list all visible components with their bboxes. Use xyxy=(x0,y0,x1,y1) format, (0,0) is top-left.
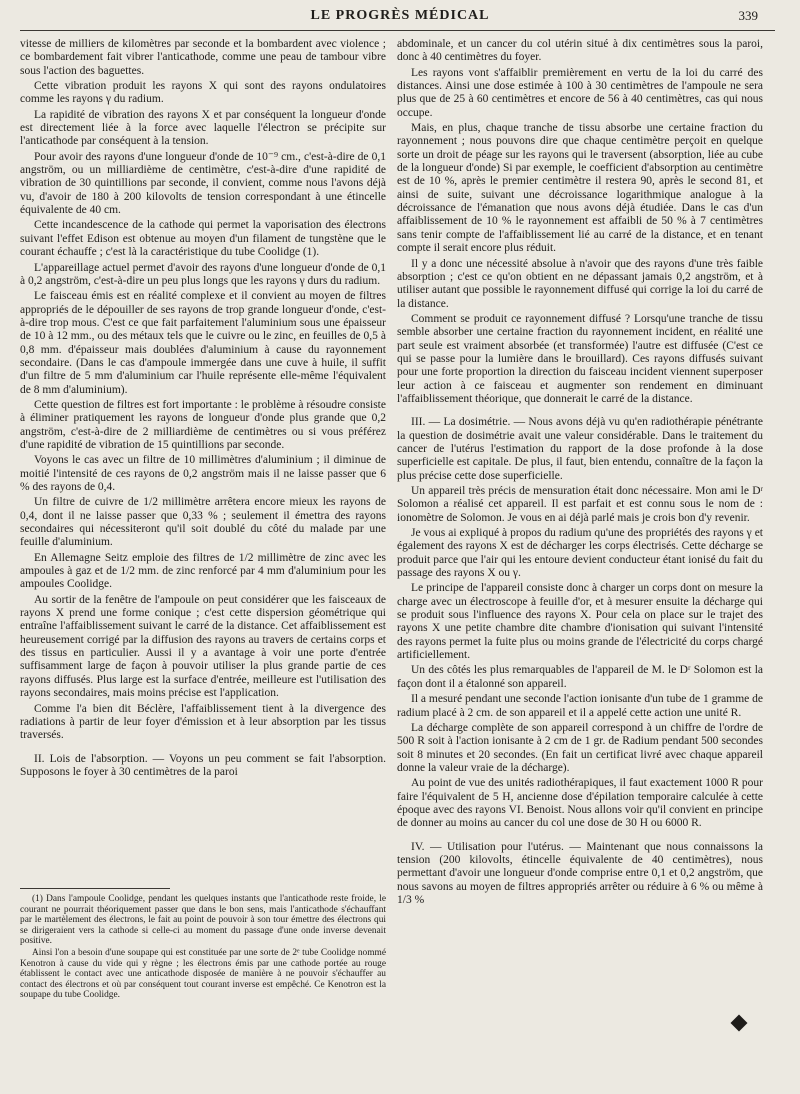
paragraph: Il y a donc une nécessité absolue à n'avoir que des rayons d'une très faible absorption ; c'est ce qu'on obtient en ne dépassant jamais 0,2 angström, et à utiliser autant que possible le rayonnement diffusé qui corrige la loi du carré de la distance. xyxy=(397,257,763,310)
paragraph: Cette question de filtres est fort importante : le problème à résoudre consiste à éliminer pratiquement les rayons de longueur d'onde plus grande que 0,2 angström, c'est-à-dire de 2 milliardième de centimètres ou si vous préférez d'une rapidité de vibration de 15 quintillions par seconde. xyxy=(20,398,386,451)
footnote-rule xyxy=(20,888,170,889)
footnote: Ainsi l'on a besoin d'une soupape qui est constituée par une sorte de 2ᵉ tube Coolidge nommé Kenotron à cause du vide qui y règne ; les électrons émis par une cathode portée au rouge établissent le contact avec une anticathode disposée de manière à ne pouvoir s'échauffer au contact des électrons et où par conséquent tout courant inverse est empêché. Ce Kenotron est la soupape du tube Coolidge. xyxy=(20,947,386,1001)
left-column xyxy=(20,38,386,781)
paragraph: Comment se produit ce rayonnement diffusé ? Lorsqu'une tranche de tissu semble absorber une certaine fraction du rayonnement incident, en réalité une part seule est vraiment absorbée (et transformée) l'autre est diffusée (C'est ce qui se passe pour la lumière dans le brouillard). Ces rayons diffusés suivant pour une forte proportion la direction du faisceau incident viennent superposer leur action à ce faisceau et augmenter son rendement en diminuant l'affaiblissement théorique, que donnerait le carré de la distance. xyxy=(397,312,763,405)
journal-title: LE PROGRÈS MÉDICAL xyxy=(310,8,490,23)
paragraph: abdominale, et un cancer du col utérin situé à dix centimètres sous la paroi, donc à 40 centimètres du foyer. xyxy=(397,38,763,64)
paragraph: La décharge complète de son appareil correspond à un chiffre de l'ordre de 500 R soit à l'action ionisante à 2 cm de 1 gr. de Radium pendant 500 secondes soit 8 minutes et 20 secondes. (En fait un certificat livré avec chaque appareil donne la valeur vraie de la décharge). xyxy=(397,721,763,774)
header-rule xyxy=(20,30,775,31)
paragraph: Au point de vue des unités radiothérapiques, il faut exactement 1000 R pour faire l'équivalent de 5 H, ancienne dose d'épilation temporaire calculée à cette époque avec des rayons VI. Benoist. Nous allons voir qu'il convient en principe de donner au moins au cancer du col une dose de 30 H ou 6000 R. xyxy=(397,777,763,830)
paragraph: Au sortir de la fenêtre de l'ampoule on peut considérer que les faisceaux de rayons X prend une forme conique ; c'est cette dispersion géométrique qui entraîne l'affaiblissement suivant le carré de la distance. Cet affaiblissement est heureusement corrigé par la diffusion des rayons au travers de certains corps et des tissus en particulier. Aussi il y a avantage à voir une porte d'entrée suffisamment large de façon à pouvoir utiliser la plus grande partie de ces rayons diffusés. Plus large est la surface d'entrée, meilleure est l'utilisation des rayons secondaires, mais moins précise est l'application. xyxy=(20,593,386,700)
section-heading-utilisation: IV. — Utilisation pour l'utérus. — Maintenant que nous connaissons la tension (200 kilovolts, étincelle équivalente de 40 centimètres), nous permettant d'avoir une longueur d'onde comprise entre 0,1 et 0,2 angström, que nous savons au moyen de filtres appropriés arrêter ou réduire à 6 % ou même à 1/3 % xyxy=(397,840,763,906)
paragraph: L'appareillage actuel permet d'avoir des rayons d'une longueur d'onde de 0,1 à 0,2 angström, c'est-à-dire un peu plus longs que les rayons γ durs du radium. xyxy=(20,261,386,287)
paragraph: Cette incandescence de la cathode qui permet la vaporisation des électrons suivant l'effet Edison est obtenue au moyen d'un filament de tungstène que le courant échauffe ; c'est là la caractéristique du tube Coolidge (1). xyxy=(20,219,386,259)
running-header xyxy=(0,6,800,28)
paragraph: La rapidité de vibration des rayons X et par conséquent la longueur d'onde est directement liée à la force avec laquelle l'électron se précipite sur l'anticathode par conséquent à la tension. xyxy=(20,108,386,148)
paragraph: Comme l'a bien dit Béclère, l'affaiblissement tient à la divergence des radiations à partir de leur foyer d'émission et à leur absorption par les tissus traversés. xyxy=(20,702,386,742)
section-heading-dosimetrie: III. — La dosimétrie. — Nous avons déjà vu qu'en radiothérapie pénétrante la question de dosimétrie avait une valeur considérable. Dans le traitement du cancer de l'utérus l'estimation du rapport de la dose profonde à la dose superficielle est capitale. De plus, il faut, bien entendu, connaître de la façon la plus précise cette dose superficielle. xyxy=(397,416,763,482)
end-ornament xyxy=(731,1015,748,1032)
paragraph: Un des côtés les plus remarquables de l'appareil de M. le Dʳ Solomon est la façon dont il a étalonné son appareil. xyxy=(397,664,763,690)
page-number: 339 xyxy=(738,8,758,23)
paragraph: Les rayons vont s'affaiblir premièrement en vertu de la loi du carré des distances. Ainsi une dose estimée à 100 à 30 centimètres de l'ampoule ne sera plus que de 25 à 60 centimètres et encore de 56 à 40 centimètres, cas qui nous occupe. xyxy=(397,66,763,119)
paragraph: Le faisceau émis est en réalité complexe et il convient au moyen de filtres appropriés de le dépouiller de ses rayons de trop grande longueur d'onde, c'est-à-dire trop mous. C'est ce que fait parfaitement l'aluminium sous une épaisseur de 10 à 12 mm., ou des métaux tels que le cuivre ou le zinc, en feuilles de 0,5 à 0,8 mm. d'épaisseur mais doublées d'aluminium à cause du rayonnement secondaire. (Dans le cas d'ampoule immergée dans une cuve à huile, il suffit d'un filtre de 5 mm d'aluminium car l'huile représente elle-même l'équivalent de 8 mm d'aluminium). xyxy=(20,290,386,396)
paragraph: Il a mesuré pendant une seconde l'action ionisante d'un tube de 1 gramme de radium placé à 2 cm. de son appareil et il a appelé cette action une unité R. xyxy=(397,693,763,719)
paragraph: Un filtre de cuivre de 1/2 millimètre arrêtera encore mieux les rayons de 0,4, dont il ne laisse passer que 0,33 % ; seulement il émettra des rayons secondaires qui nécessiteront qu'il soit doublé du côté du malade par une feuille d'aluminium. xyxy=(20,496,386,549)
section-heading-absorption: II. Lois de l'absorption. — Voyons un peu comment se fait l'absorption. Supposons le foyer à 30 centimètres de la paroi xyxy=(20,752,386,778)
footnotes xyxy=(20,894,386,1002)
paragraph: Je vous ai expliqué à propos du radium qu'une des propriétés des rayons γ et également des rayons X est de décharger les corps électrisés. Cette décharge se produit parce que l'air qui les entoure devient conducteur étant ionisé du fait du passage des rayons X ou γ. xyxy=(397,527,763,580)
paragraph: Cette vibration produit les rayons X qui sont des rayons ondulatoires comme les rayons γ du radium. xyxy=(20,80,386,106)
paragraph: vitesse de milliers de kilomètres par seconde et la bombardent avec violence ; ce bombardement fait vibrer l'anticathode, comme une peau de tambour vibre sous l'action des baguettes. xyxy=(20,38,386,77)
paragraph: En Allemagne Seitz emploie des filtres de 1/2 millimètre de zinc avec les ampoules à gaz et de 1/2 mm. de zinc renforcé par 4 mm d'aluminium pour les ampoules Coolidge. xyxy=(20,551,386,591)
footnote: (1) Dans l'ampoule Coolidge, pendant les quelques instants que l'anticathode reste froide, le courant ne pourrait théoriquement passer que dans le bon sens, mais l'anticathode s'échauffant par le martèlement des électrons, le fait au point de pouvoir à son tour émettre des électrons qui se dirigeraient vers la cathode si celle-ci au moment du passage d'une onde inverse devenait positive. xyxy=(20,894,386,947)
right-column xyxy=(397,38,763,909)
paragraph: Pour avoir des rayons d'une longueur d'onde de 10⁻⁹ cm., c'est-à-dire de 0,1 angström, ou un milliardième de centimètre, c'est-à-dire d'une rapidité de vibration de 30 quintillions par seconde, il convient, comme nous l'avons déjà vu, d'avoir de 180 à 200 kilovolts de tension correspondant à une étincelle équivalente de 40 cm. xyxy=(20,150,386,217)
paragraph: Voyons le cas avec un filtre de 10 millimètres d'aluminium ; il diminue de moitié l'intensité de ces rayons de 0,2 angström mais il ne laisse passer que 6 % des rayons de 0,4. xyxy=(20,454,386,493)
paragraph: Mais, en plus, chaque tranche de tissu absorbe une certaine fraction du rayonnement ; nous pouvons dire que chaque centimètre perçoit en quelque sorte un droit de péage sur les rayons qui le traversent (absorption, liée au cube de la longueur d'onde) Si par exemple, le coefficient d'absorption au centimètre est de 10 %, après le premier centimètre il restera 90, après le second 81, et ainsi de suite, suivant une décroissance logarithmique analogue à la décroissance de l'émanation que nous avons déjà étudiée. Dans le cas d'un affaiblissement de 10 % le rayonnement est affaibli de 50 % à 7 centimètres sans tenir compte de l'affaiblissement lié au carré de la distance, et en tenant compte il serait encore plus réduit. xyxy=(397,122,763,255)
paragraph: Le principe de l'appareil consiste donc à charger un corps dont on mesure la charge avec un électroscope à feuille d'or, et à mesurer ensuite la décharge qui se produit sous l'influence des rayons X. Pour cela on place sur le trajet des rayons X une petite chambre dite chambre d'ionisation qui suivant l'intensité des rayons permet la fuite plus ou moins grande de l'électricité du corps chargé artificiellement. xyxy=(397,582,763,662)
paragraph: Un appareil très précis de mensuration était donc nécessaire. Mon ami le Dʳ Solomon a réalisé cet appareil. Il est parfait et est connu sous le nom de : ionomètre de Solomon. Je vous en ai déjà parlé mais je crois bon d'y revenir. xyxy=(397,485,763,524)
